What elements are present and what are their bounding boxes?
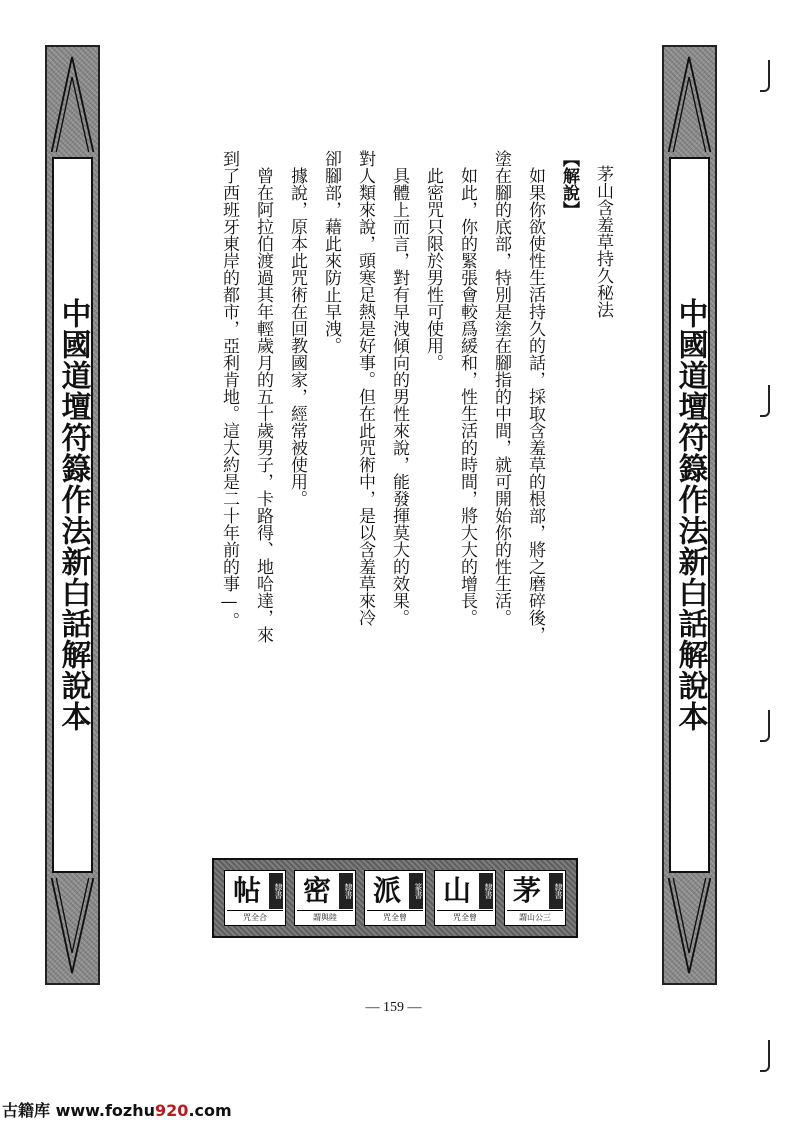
book-title-left: 中國道壇符籙作法新白話解說本 xyxy=(55,298,91,732)
edge-mark xyxy=(760,60,770,92)
seal-character: 密 xyxy=(302,874,331,907)
text-line: 塗在腳的底部，特別是塗在腳指的中間，就可開始你的性生活。 xyxy=(491,150,511,626)
banner-inner-panel xyxy=(669,157,710,873)
seal-stamp xyxy=(294,870,356,926)
main-text-column xyxy=(150,150,620,800)
edge-mark xyxy=(760,385,770,417)
seal-character: 派 xyxy=(372,874,401,907)
text-line: 如果你欲使性生活持久的話，採取含羞草的根部，將之磨碎後， xyxy=(525,167,545,643)
seal-stamp xyxy=(504,870,566,926)
seal-side-label: 篆書 xyxy=(409,873,423,909)
seal-foot-label: 咒全合 xyxy=(227,910,283,924)
text-line: 此密咒只限於男性可使用。 xyxy=(423,167,443,371)
seal-side-label: 隸書 xyxy=(479,873,493,909)
right-banner xyxy=(662,45,717,985)
seal-side-label: 隸書 xyxy=(549,873,563,909)
text-line: 到了西班牙東岸的都市，亞利肯地。這大約是二十年前的事—。 xyxy=(219,150,239,629)
bottom-chevron-ornament xyxy=(47,873,98,983)
text-line: 卻腳部，藉此來防止早洩。 xyxy=(321,150,341,354)
seal-foot-label: 咒全曾 xyxy=(367,910,423,924)
seal-foot-label: 謂與陸 xyxy=(297,910,353,924)
site-watermark xyxy=(2,1098,232,1121)
edge-mark xyxy=(760,710,770,742)
banner-inner-panel xyxy=(52,157,93,873)
text-line: 對人類來說，頭寒足熱是好事。但在此咒術中，是以含羞草來冷 xyxy=(355,150,375,626)
seal-stamp xyxy=(364,870,426,926)
text-line: 曾在阿拉伯渡過其年輕歲月的五十歲男子，卡路得、地哈達，來 xyxy=(253,167,273,643)
edge-mark xyxy=(760,1040,770,1072)
page-number: — 159 — xyxy=(365,1000,422,1015)
seal-character: 山 xyxy=(442,874,471,907)
text-line: 據說，原本此咒術在回教國家，經常被使用。 xyxy=(287,167,307,507)
text-line: 具體上而言，對有早洩傾向的男性來說，能發揮莫大的效果。 xyxy=(389,167,409,626)
seal-foot-label: 咒全曾 xyxy=(437,910,493,924)
watermark-highlight: 920 xyxy=(155,1101,189,1120)
explanation-label: 【解說】 xyxy=(559,150,579,218)
seal-stamp-panel xyxy=(212,858,578,938)
seal-side-label: 隸書 xyxy=(339,873,353,909)
watermark-suffix: .com xyxy=(188,1101,232,1120)
bottom-chevron-ornament xyxy=(664,873,715,983)
seal-character: 茅 xyxy=(512,874,541,907)
book-title-right: 中國道壇符籙作法新白話解說本 xyxy=(672,298,708,732)
top-chevron-ornament xyxy=(664,47,715,157)
top-chevron-ornament xyxy=(47,47,98,157)
seal-side-label: 隸書 xyxy=(269,873,283,909)
seal-stamp xyxy=(434,870,496,926)
seal-foot-label: 謂山公三 xyxy=(507,910,563,924)
seal-character: 帖 xyxy=(232,874,261,907)
text-line: 如此，你的緊張會較爲緩和，性生活的時間，將大大的增長。 xyxy=(457,167,477,626)
seal-stamp xyxy=(224,870,286,926)
section-heading: 茅山含羞草持久秘法 xyxy=(593,165,613,318)
watermark-prefix: 古籍库 www.fozhu xyxy=(2,1101,156,1120)
left-banner xyxy=(45,45,100,985)
